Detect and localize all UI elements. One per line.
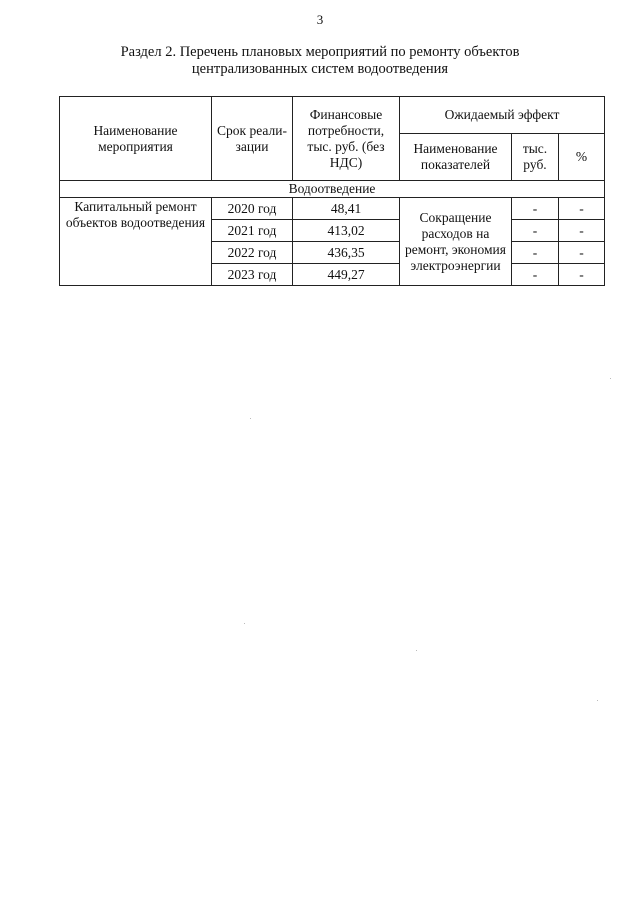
header-thousand-rub: тыс. руб. — [512, 134, 559, 181]
header-percent: % — [559, 134, 605, 181]
scan-speck — [597, 700, 598, 701]
table-row — [60, 198, 605, 220]
page-number: 3 — [316, 12, 324, 27]
section-row: Водоотведение — [60, 181, 605, 198]
year-cell: 2020 год — [212, 198, 293, 220]
header-finance: Финансовые потребности, тыс. руб. (без НДС) — [293, 97, 400, 181]
rub-cell: - — [512, 242, 559, 264]
year-cell: 2022 год — [212, 242, 293, 264]
scan-speck — [610, 378, 611, 379]
header-term: Срок реали- зации — [212, 97, 293, 181]
percent-cell: - — [559, 242, 605, 264]
header-indicators: Наименование показателей — [400, 134, 512, 181]
scan-speck — [250, 418, 251, 419]
rub-cell: - — [512, 198, 559, 220]
section-title — [40, 44, 600, 78]
year-cell: 2023 год — [212, 264, 293, 286]
header-activity-name: Наименование мероприятия — [60, 97, 212, 181]
planned-activities-table — [59, 96, 605, 286]
amount-cell: 413,02 — [293, 220, 400, 242]
activity-cell: Капитальный ремонт объектов водоотведения — [60, 198, 212, 286]
percent-cell: - — [559, 198, 605, 220]
amount-cell: 449,27 — [293, 264, 400, 286]
rub-cell: - — [512, 220, 559, 242]
section-title-line-2: централизованных систем водоотведения — [191, 61, 449, 77]
amount-cell: 436,35 — [293, 242, 400, 264]
indicator-cell: Сокращение расходов на ремонт, экономия электроэнергии — [400, 198, 512, 286]
rub-cell: - — [512, 264, 559, 286]
year-cell: 2021 год — [212, 220, 293, 242]
amount-cell: 48,41 — [293, 198, 400, 220]
percent-cell: - — [559, 220, 605, 242]
section-title-line-1: Раздел 2. Перечень плановых мероприятий по ремонту объектов — [120, 44, 520, 60]
scan-speck — [416, 650, 417, 651]
percent-cell: - — [559, 264, 605, 286]
scan-speck — [244, 623, 245, 624]
header-expected-effect: Ожидаемый эффект — [400, 97, 605, 134]
